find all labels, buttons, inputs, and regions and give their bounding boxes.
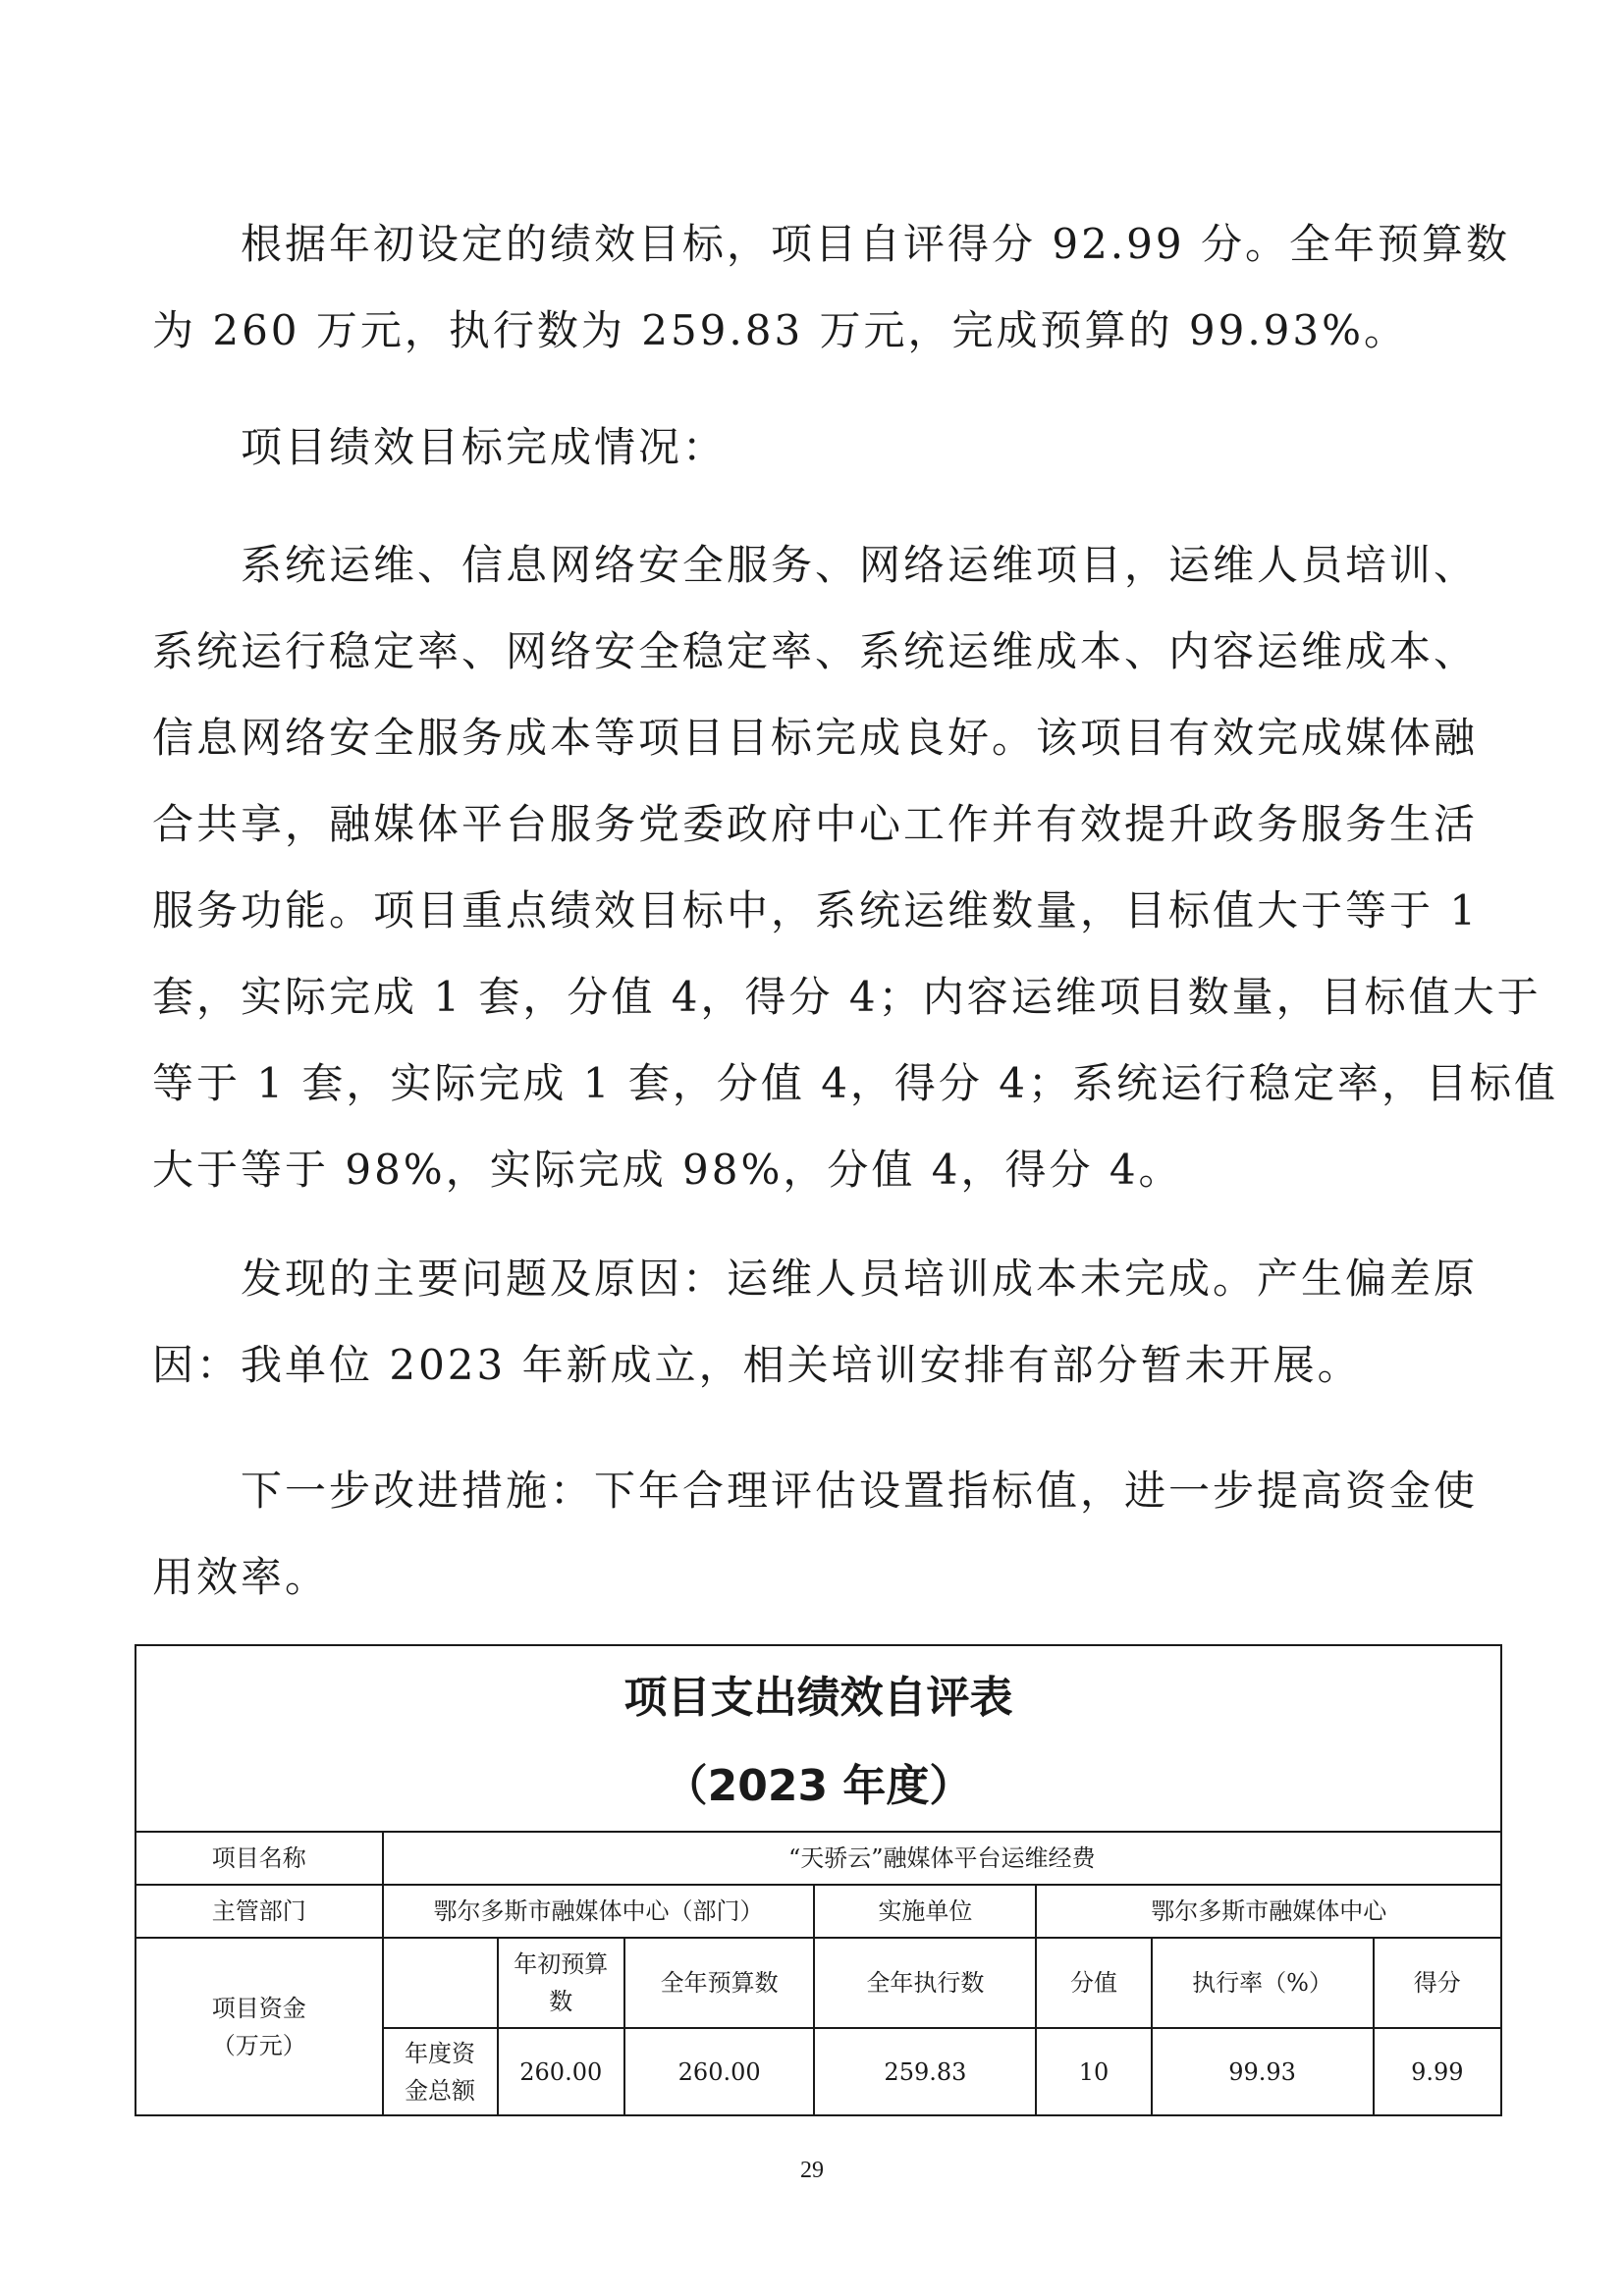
header-annual-budget: 全年预算数 (624, 1938, 814, 2028)
total-score: 9.99 (1374, 2028, 1501, 2115)
header-initial-budget: 年初预算数 (498, 1938, 624, 2028)
funds-label-line-1: 项目资金 (211, 1994, 306, 2022)
table-title-cell (135, 1645, 1501, 1832)
text-line: 系统运行稳定率、网络安全稳定率、系统运维成本、内容运维成本、 (152, 627, 1479, 675)
text-line: 因：我单位 2023 年新成立，相关培训安排有部分暂未开展。 (152, 1341, 1362, 1389)
text-line: 系统运维、信息网络安全服务、网络运维项目，运维人员培训、 (241, 541, 1479, 589)
paragraph-improvement-measures (152, 1448, 1484, 1621)
text-line: 套，实际完成 1 套，分值 4，得分 4；内容运维项目数量，目标值大于 (152, 973, 1542, 1021)
project-name-label: 项目名称 (135, 1832, 383, 1885)
header-annual-exec: 全年执行数 (814, 1938, 1036, 2028)
dept-value: 鄂尔多斯市融媒体中心（部门） (383, 1885, 815, 1938)
total-initial-budget: 260.00 (498, 2028, 624, 2115)
performance-self-evaluation-table (135, 1644, 1502, 2105)
text-line: 项目绩效目标完成情况： (241, 423, 728, 471)
dept-label: 主管部门 (135, 1885, 383, 1938)
text-line: 为 260 万元，执行数为 259.83 万元，完成预算的 99.93%。 (152, 306, 1409, 354)
text-line: 合共享，融媒体平台服务党委政府中心工作并有效提升政务服务生活 (152, 800, 1479, 848)
impl-unit-label: 实施单位 (814, 1885, 1036, 1938)
table-year: （2023 年度） (664, 1761, 973, 1811)
paragraph-self-evaluation-summary (152, 201, 1510, 374)
table-title: 项目支出绩效自评表 (623, 1673, 1013, 1723)
total-annual-budget: 260.00 (624, 2028, 814, 2115)
project-funds-label (135, 1938, 383, 2115)
funds-label-line-2: （万元） (211, 2031, 306, 2059)
text-line: 等于 1 套，实际完成 1 套，分值 4，得分 4；系统运行稳定率，目标值 (152, 1059, 1558, 1107)
page-number: 29 (800, 2158, 824, 2183)
impl-unit-value: 鄂尔多斯市融媒体中心 (1036, 1885, 1501, 1938)
header-score-value: 分值 (1036, 1938, 1151, 2028)
text-line: 根据年初设定的绩效目标，项目自评得分 92.99 分。全年预算数 (241, 220, 1510, 268)
text-line: 大于等于 98%，实际完成 98%，分值 4，得分 4。 (152, 1146, 1183, 1194)
total-score-value: 10 (1036, 2028, 1151, 2115)
header-score: 得分 (1374, 1938, 1501, 2028)
total-exec-rate: 99.93 (1152, 2028, 1374, 2115)
evaluation-table (135, 1644, 1502, 2116)
paragraph-problems-and-causes (152, 1236, 1484, 1409)
total-funds-label: 年度资金总额 (383, 2028, 498, 2115)
text-line: 服务功能。项目重点绩效目标中，系统运维数量，目标值大于等于 1 (152, 886, 1480, 934)
header-exec-rate: 执行率（%） (1152, 1938, 1374, 2028)
total-annual-exec: 259.83 (814, 2028, 1036, 2115)
text-line: 用效率。 (152, 1553, 330, 1601)
text-line: 下一步改进措施：下年合理评估设置指标值，进一步提高资金使 (241, 1467, 1479, 1515)
paragraph-goal-completion-heading (152, 404, 1484, 491)
text-line: 信息网络安全服务成本等项目目标完成良好。该项目有效完成媒体融 (152, 714, 1479, 762)
empty-header-cell (383, 1938, 498, 2028)
paragraph-goal-completion-details (152, 522, 1558, 1213)
project-name-value: “天骄云”融媒体平台运维经费 (383, 1832, 1501, 1885)
text-line: 发现的主要问题及原因：运维人员培训成本未完成。产生偏差原 (241, 1255, 1479, 1303)
